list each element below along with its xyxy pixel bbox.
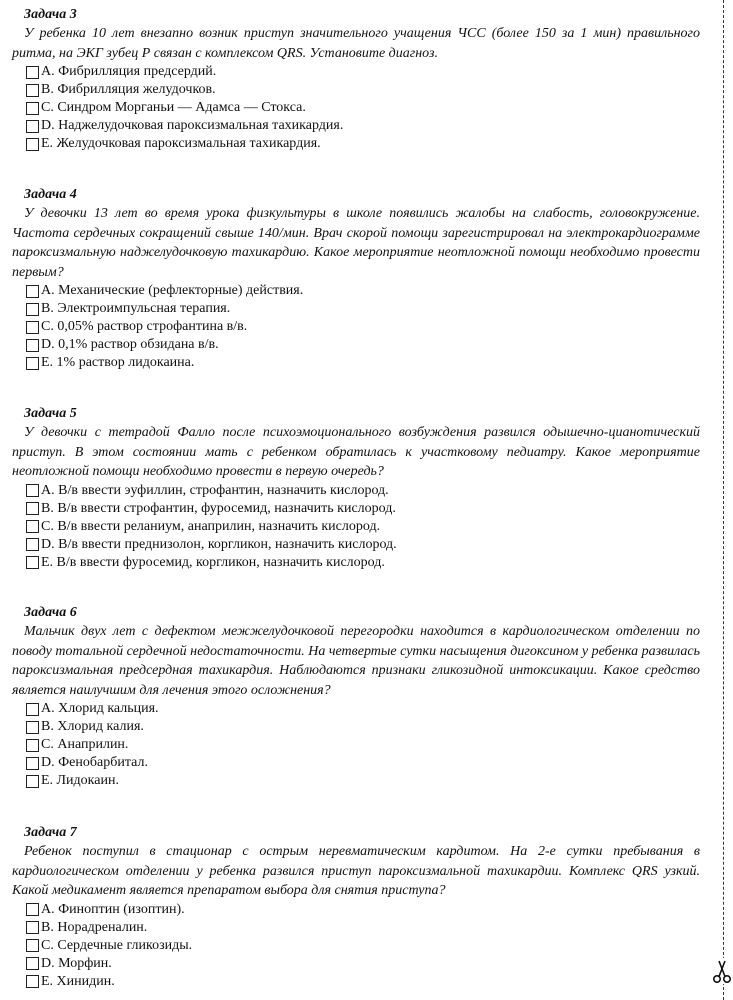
answer-option-e[interactable] bbox=[26, 135, 700, 153]
option-label: E. В/в ввести фуросемид, коргликон, назначить кислород. bbox=[41, 554, 385, 570]
answer-option-c[interactable] bbox=[26, 518, 700, 536]
option-label: D. Морфин. bbox=[41, 955, 112, 971]
checkbox[interactable] bbox=[26, 66, 39, 79]
answer-option-b[interactable] bbox=[26, 81, 700, 99]
answer-option-c[interactable] bbox=[26, 318, 700, 336]
checkbox[interactable] bbox=[26, 138, 39, 151]
option-label: C. Анаприлин. bbox=[41, 737, 129, 752]
checkbox[interactable] bbox=[26, 903, 39, 916]
checkbox[interactable] bbox=[26, 739, 39, 752]
answer-option-e[interactable] bbox=[26, 354, 700, 372]
task-question: Ребенок поступил в стационар с острым неревматическим кардитом. На 2-е сутки пребывания в кардиологическом отделении у ребенка развился приступ пароксизмальной тахикардии. Комплекс QRS узкий. Какой медикамент является препаратом выбора для снятия приступа? bbox=[12, 844, 700, 898]
option-label: E. Хинидин. bbox=[41, 973, 115, 989]
answer-option-c[interactable] bbox=[26, 99, 700, 117]
option-label: E. Лидокаин. bbox=[41, 773, 119, 788]
answer-option-a[interactable] bbox=[26, 482, 700, 500]
checkbox[interactable] bbox=[26, 957, 39, 970]
option-label: C. В/в ввести реланиум, анаприлин, назначить кислород. bbox=[41, 518, 381, 534]
answer-option-a[interactable] bbox=[26, 700, 700, 718]
answer-option-b[interactable] bbox=[26, 300, 700, 318]
answer-option-e[interactable] bbox=[26, 973, 700, 991]
scissors-icon bbox=[709, 958, 733, 984]
option-label: E. Желудочковая пароксизмальная тахикардия. bbox=[41, 136, 321, 151]
option-label: A. Механические (рефлекторные) действия. bbox=[41, 283, 304, 298]
checkbox[interactable] bbox=[26, 120, 39, 133]
option-label: E. 1% раствор лидокаина. bbox=[41, 355, 195, 370]
task-3 bbox=[12, 6, 700, 153]
task-question: У ребенка 10 лет внезапно возник приступ значительного учащения ЧСС (более 150 за 1 мин) правильного ритма, на ЭКГ зубец Р связан с комплексом QRS. Установите диагноз. bbox=[12, 26, 700, 61]
answer-option-a[interactable] bbox=[26, 63, 700, 81]
task-title: Задача 6 bbox=[24, 605, 77, 620]
checkbox[interactable] bbox=[26, 357, 39, 370]
checkbox[interactable] bbox=[26, 102, 39, 115]
answer-option-e[interactable] bbox=[26, 772, 700, 790]
answer-option-d[interactable] bbox=[26, 117, 700, 135]
option-label: C. 0,05% раствор строфантина в/в. bbox=[41, 319, 248, 334]
answer-option-d[interactable] bbox=[26, 536, 700, 554]
answer-option-c[interactable] bbox=[26, 937, 700, 955]
task-question: Мальчик двух лет с дефектом межжелудочковой перегородки находится в кардиологическом отделении по поводу тотальной сердечной недостаточности. На четвертые сутки насыщения дигоксином у ребенка развилась пароксизмальная предсердная тахикардия. Наблюдаются признаки гликозидной интоксикации. Какое средство является наилучшим для лечения этого осложнения? bbox=[12, 624, 700, 698]
task-question: У девочки с тетрадой Фалло после психоэмоционального возбуждения развился одышечно-цианотический приступ. В этом состоянии мать с ребенком обратилась к участковому педиатру. Какое мероприятие неотложной помощи необходимо провести в первую очередь? bbox=[12, 425, 700, 479]
task-title: Задача 5 bbox=[24, 406, 77, 421]
checkbox[interactable] bbox=[26, 703, 39, 716]
option-label: D. 0,1% раствор обзидана в/в. bbox=[41, 337, 219, 352]
option-label: B. Норадреналин. bbox=[41, 919, 148, 935]
option-label: A. Фибрилляция предсердий. bbox=[41, 64, 217, 79]
checkbox[interactable] bbox=[26, 538, 39, 551]
option-label: C. Синдром Морганьи — Адамса — Стокса. bbox=[41, 100, 306, 115]
checkbox[interactable] bbox=[26, 321, 39, 334]
option-label: B. Хлорид калия. bbox=[41, 719, 144, 734]
checkbox[interactable] bbox=[26, 975, 39, 988]
cut-line bbox=[723, 0, 724, 1000]
option-label: B. Электроимпульсная терапия. bbox=[41, 301, 231, 316]
checkbox[interactable] bbox=[26, 84, 39, 97]
checkbox[interactable] bbox=[26, 556, 39, 569]
answer-option-b[interactable] bbox=[26, 500, 700, 518]
answer-option-c[interactable] bbox=[26, 736, 700, 754]
checkbox[interactable] bbox=[26, 757, 39, 770]
checkbox[interactable] bbox=[26, 775, 39, 788]
checkbox[interactable] bbox=[26, 285, 39, 298]
task-title: Задача 7 bbox=[24, 825, 77, 840]
answer-option-d[interactable] bbox=[26, 754, 700, 772]
answer-option-b[interactable] bbox=[26, 718, 700, 736]
checkbox[interactable] bbox=[26, 339, 39, 352]
option-label: A. Финоптин (изоптин). bbox=[41, 901, 185, 917]
answer-option-a[interactable] bbox=[26, 282, 700, 300]
answer-option-d[interactable] bbox=[26, 336, 700, 354]
option-label: C. Сердечные гликозиды. bbox=[41, 937, 193, 953]
checkbox[interactable] bbox=[26, 721, 39, 734]
option-label: A. Хлорид кальция. bbox=[41, 701, 159, 716]
checkbox[interactable] bbox=[26, 520, 39, 533]
task-title: Задача 3 bbox=[24, 7, 77, 22]
task-5 bbox=[12, 405, 700, 572]
option-label: A. В/в ввести эуфиллин, строфантин, назначить кислород. bbox=[41, 482, 389, 498]
task-title: Задача 4 bbox=[24, 187, 77, 202]
option-label: D. Фенобарбитал. bbox=[41, 755, 148, 770]
answer-option-a[interactable] bbox=[26, 901, 700, 919]
answer-option-b[interactable] bbox=[26, 919, 700, 937]
checkbox[interactable] bbox=[26, 921, 39, 934]
checkbox[interactable] bbox=[26, 303, 39, 316]
option-label: D. Наджелудочковая пароксизмальная тахикардия. bbox=[41, 118, 344, 133]
answer-option-e[interactable] bbox=[26, 554, 700, 572]
task-7 bbox=[12, 824, 700, 991]
task-question: У девочки 13 лет во время урока физкультуры в школе появились жалобы на слабость, головокружение. Частота сердечных сокращений свыше 140/мин. Врач скорой помощи зарегистрировал на электрокардиограмме пароксизмальную наджелудочковую тахикардию. Какое мероприятие неотложной помощи необходимо провести первым? bbox=[12, 206, 700, 280]
checkbox[interactable] bbox=[26, 502, 39, 515]
answer-option-d[interactable] bbox=[26, 955, 700, 973]
checkbox[interactable] bbox=[26, 939, 39, 952]
option-label: B. Фибрилляция желудочков. bbox=[41, 82, 216, 97]
option-label: D. В/в ввести преднизолон, коргликон, назначить кислород. bbox=[41, 536, 397, 552]
option-label: B. В/в ввести строфантин, фуросемид, назначить кислород. bbox=[41, 500, 396, 516]
task-4 bbox=[12, 186, 700, 372]
checkbox[interactable] bbox=[26, 484, 39, 497]
task-6 bbox=[12, 604, 700, 790]
